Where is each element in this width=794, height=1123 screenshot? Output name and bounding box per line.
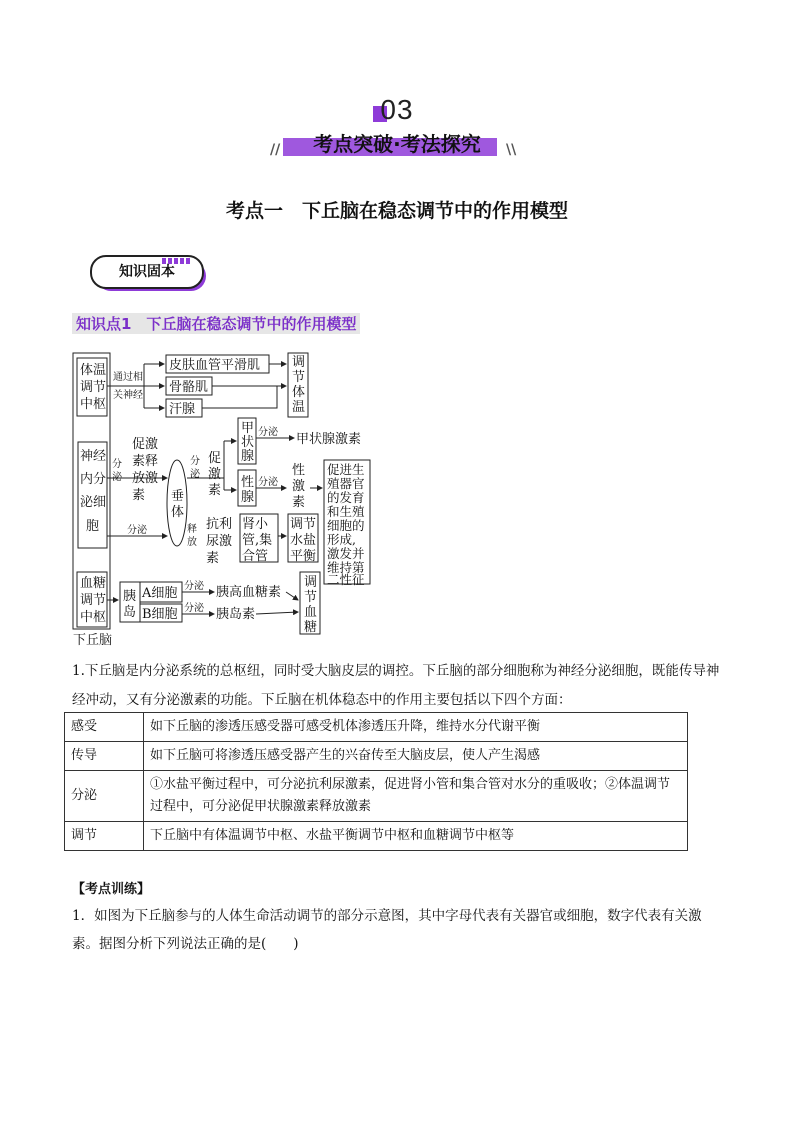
sex-effect-1: 促进生 [327,462,365,477]
table-key: 调节 [65,822,144,851]
adjust-temp-4: 温 [292,400,306,415]
table-key: 感受 [65,713,144,742]
secrete-word-adh: 分泌 [127,525,147,536]
releasing-3: 放激 [132,471,159,486]
banner-slash-right: \\ [506,142,517,158]
releasing-2: 素释 [132,454,159,469]
sex-effect-2: 殖器官 [327,476,365,491]
knowledge-point-title: 知识点1 下丘脑在稳态调节中的作用模型 [72,313,360,334]
secrete-label-1: 分 [112,459,122,470]
adjust-sugar-2: 节 [304,590,318,605]
sugar-center-line2: 调节 [80,593,107,608]
table-value: 如下丘脑可将渗透压感受器产生的兴奋传至大脑皮层，使人产生渴感 [144,742,688,771]
table-row [65,742,688,771]
secrete-label-3: 分 [190,456,200,467]
adh-2: 尿激 [206,534,233,549]
adjust-temp-1: 调 [292,355,306,370]
stim-h-3: 素 [208,483,222,498]
pituitary-1: 垂 [171,489,185,504]
question-text: 1．如图为下丘脑参与的人体生命活动调节的部分示意图，其中字母代表有关器官或细胞，数字代表有关激素。据图分析下列说法正确的是( ) [72,908,702,952]
adh-3: 素 [206,551,220,566]
function-table [64,712,688,851]
b-cell-label: B细胞 [142,607,178,622]
neuro-line4: 胞 [86,519,100,534]
section-number: 03 [380,94,414,125]
neuro-line3: 泌细 [80,495,107,510]
adjust-sugar-4: 糖 [304,620,318,635]
muscle-label: 骨骼肌 [169,380,209,395]
water-3: 平衡 [290,549,317,564]
tag-decoration [162,249,196,255]
sweat-label: 汗腺 [169,402,196,417]
thyroid-2: 状 [241,435,255,450]
gonad-2: 腺 [241,490,255,505]
secrete-word-gonad: 分泌 [258,477,278,488]
sex-h-3: 素 [292,495,306,510]
table-key: 传导 [65,742,144,771]
hypothalamus-diagram [72,350,392,650]
thyroid-1: 甲 [241,421,255,436]
sex-effect-6: 形成, [327,532,356,547]
table-value: ①水盐平衡过程中，可分泌抗利尿激素，促进肾小管和集合管对水分的重吸收；②体温调节过程中，可分泌促甲状腺激素释放激素 [144,771,688,822]
neuro-line2: 内分 [80,472,107,487]
releasing-1: 促激 [132,437,159,452]
thyroid-hormone: 甲状腺激素 [296,432,362,447]
sugar-center-line1: 血糖 [80,576,107,591]
table-value: 如下丘脑的渗透压感受器可感受机体渗透压升降，维持水分代谢平衡 [144,713,688,742]
water-2: 水盐 [290,533,317,548]
temp-center-line1: 体温 [80,363,107,378]
sugar-center-line3: 中枢 [80,610,107,625]
adjust-sugar-1: 调 [304,575,318,590]
stim-h-2: 激 [208,467,222,482]
via-nerve-line2: 关神经 [113,390,143,401]
banner-slash-left: // [270,142,281,158]
islet-2: 岛 [123,605,137,620]
training-header: 【考点训练】 [72,882,151,897]
table-row [65,771,688,822]
sex-effect-3: 的发育 [327,490,365,505]
section-banner-title: 考点突破·考法探究 [313,132,481,156]
secrete-word-thyroid: 分泌 [258,427,278,438]
kidney-1: 肾小 [242,517,269,532]
intro-paragraph: 1.下丘脑是内分泌系统的总枢纽，同时受大脑皮层的调控。下丘脑的部分细胞称为神经分泌细胞，既能传导神经冲动，又有分泌激素的功能。下丘脑在机体稳态中的作用主要包括以下四个方面： [72,663,720,708]
neuro-line1: 神经 [80,449,107,464]
insulin-label: 胰岛素 [216,607,256,622]
adjust-temp-2: 节 [292,370,306,385]
topic-heading: 考点一 下丘脑在稳态调节中的作用模型 [225,200,568,222]
skin-label: 皮肤血管平滑肌 [169,358,261,373]
a-cell-label: A细胞 [142,586,178,601]
sex-effect-4: 和生殖 [327,504,365,519]
secrete-label-2: 泌 [112,472,122,483]
table-row [65,713,688,742]
secrete-word-b: 分泌 [184,603,204,614]
sex-effect-7: 激发并 [327,546,365,561]
releasing-4: 素 [132,488,146,503]
release-2: 放 [187,537,197,548]
kidney-3: 合管 [242,549,269,564]
adh-1: 抗利 [206,517,233,532]
release-1: 释 [187,524,197,535]
stim-h-1: 促 [208,451,222,466]
kidney-2: 管,集 [242,533,273,548]
adjust-sugar-3: 血 [304,605,318,620]
table-value: 下丘脑中有体温调节中枢、水盐平衡调节中枢和血糖调节中枢等 [144,822,688,851]
gonad-1: 性 [241,475,255,490]
sex-effect-9: 二性征 [327,572,365,587]
secrete-word-a: 分泌 [184,581,204,592]
adjust-temp-3: 体 [292,385,306,400]
water-1: 调节 [290,517,317,532]
temp-center-line2: 调节 [80,380,107,395]
table-key: 分泌 [65,771,144,822]
knowledge-tag: 知识固本 [90,255,204,289]
hypothalamus-label: 下丘脑 [73,633,113,648]
via-nerve-line1: 通过相 [113,372,143,383]
secrete-label-4: 泌 [190,469,200,480]
sex-h-1: 性 [292,463,306,478]
glucagon-label: 胰高血糖素 [216,585,282,600]
sex-h-2: 激 [292,479,306,494]
pituitary-2: 体 [171,505,185,520]
sex-effect-8: 维持第 [327,560,365,575]
sex-effect-5: 细胞的 [327,518,365,533]
islet-1: 胰 [123,589,137,604]
thyroid-3: 腺 [241,449,255,464]
table-row [65,822,688,851]
temp-center-line3: 中枢 [80,397,107,412]
